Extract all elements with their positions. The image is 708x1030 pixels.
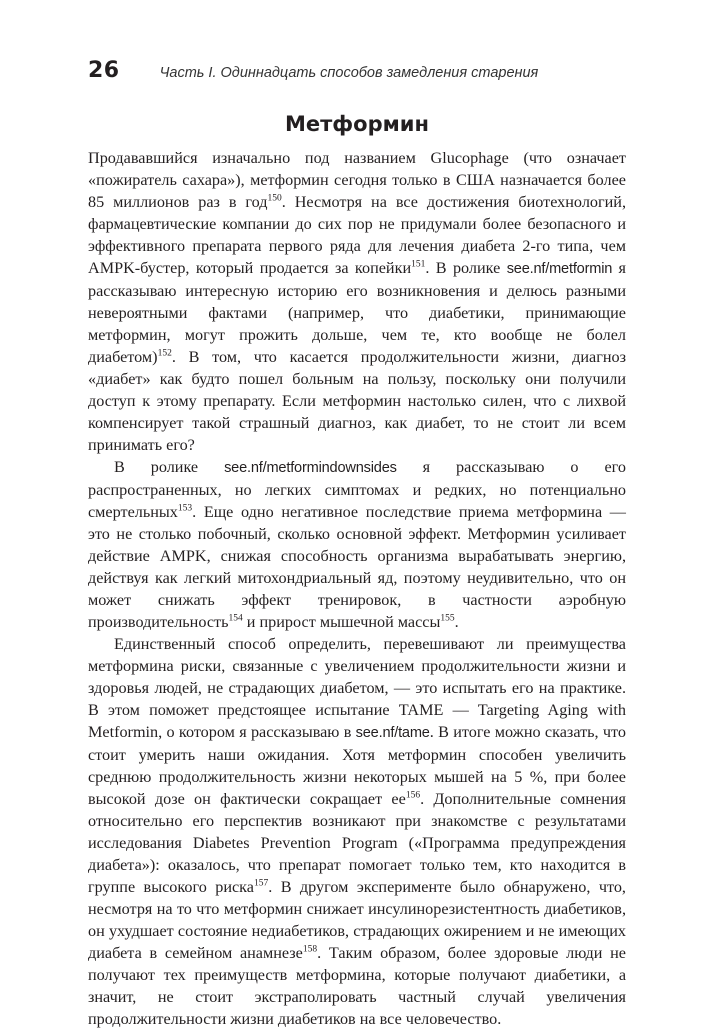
- paragraph-1: Продававшийся изначально под названием Glucophage (что означает «пожиратель сахара»), метформин сегодня только в США назначается более 85 миллионов раз в год$^{150}$. Несмотря на все достижения биотехнологий, фармацевтические компании до сих пор не придумали более безопасного и эффективного препарата первого ряда для лечения диабета 2-го типа, чем AMPK-бустер, который продается за копейки$^{151}$. В ролике see.nf/metformin я рассказываю интересную историю его возникновения и делюсь разными невероятными фактами (например, что диабетики, принимающие метформин, могут прожить дольше, чем те, кто вообще не болел диабетом)$^{152}$. В том, что касается продолжительности жизни, диагноз «диабет» как будто пошел больным на пользу, поскольку они получили доступ к этому препарату. Если метформин настолько силен, что с лихвой компенсирует такой страшный диагноз, как диабет, то не стоит ли всем принимать его?: [88, 149, 627, 454]
- section-title: Метформин: [285, 112, 429, 136]
- footnote-ref[interactable]: 150: [267, 193, 282, 204]
- paragraph-2: В ролике see.nf/metformindownsides я рассказываю о его распространенных, но легких симптомах и редких, но потенциально смертельных$^{153}$. Еще одно негативное последствие приема метформина — это не столько побочный, сколько основной эффект. Метформин усиливает действие AMPK, снижая способность организма вырабатывать энергию, действуя как легкий митохондриальный яд, поэтому неудивительно, что он может снижать эффект тренировок, в частности аэробную производительность$^{154}$ и прирост мышечной массы$^{155}$.: [88, 458, 626, 631]
- paragraph-3: Единственный способ определить, перевешивают ли преимущества метформина риски, связанные с увеличением продолжительности жизни и здоровья людей, не страдающих диабетом, — это испытать его на практике. В этом поможет предстоящее испытание TAME — Targeting Aging with Metformin, о котором я рассказываю в see.nf/tame. В итоге можно сказать, что стоит умерить наши ожидания. Хотя метформин способен увеличить среднюю продолжительность жизни некоторых мышей на 5 %, при более высокой дозе он фактически сокращает $ее^{156}$. Дополнительные сомнения относительно его перспектив возникают при знакомстве с результатами исследования Diabetes Prevention Program («Программа предупреждения диабета»): оказалось, что препарат помогает только тем, кто находится в группе высокого риска$^{157}$. В другом эксперименте было обнаружено, что, несмотря на то что метформин снижает инсулинорезистентность диабетиков, он ухудшает состояние недиабетиков, страдающих ожирением и не имеющих диабета в семейном анамнезе$^{158}$. Таким образом, более здоровые люди не получают тех преимуществ метформина, которые получают диабетики, а значит, не стоит экстраполировать частный случай увеличения продолжительности жизни диабетиков на все человечество.: [88, 635, 627, 1028]
- footnote-ref[interactable]: 156: [405, 790, 421, 801]
- body-text: [88, 147, 626, 1030]
- footnote-ref[interactable]: 153: [177, 503, 193, 514]
- footnote-ref[interactable]: 158: [302, 944, 318, 955]
- video-link[interactable]: see.nf/tame: [355, 725, 430, 741]
- page-number: 26: [88, 58, 120, 83]
- footnote-ref[interactable]: 151: [411, 259, 426, 270]
- video-link[interactable]: see.nf/metformindownsides: [224, 460, 397, 476]
- running-head: Часть I. Одиннадцать способов замедления старения: [159, 65, 539, 81]
- video-link[interactable]: see.nf/metformin: [506, 261, 613, 277]
- footnote-ref[interactable]: 157: [253, 878, 269, 889]
- footnote-ref[interactable]: 152: [157, 348, 172, 359]
- footnote-ref[interactable]: 155: [440, 613, 455, 624]
- footnote-ref[interactable]: 154: [228, 613, 243, 624]
- page-header: [88, 58, 626, 88]
